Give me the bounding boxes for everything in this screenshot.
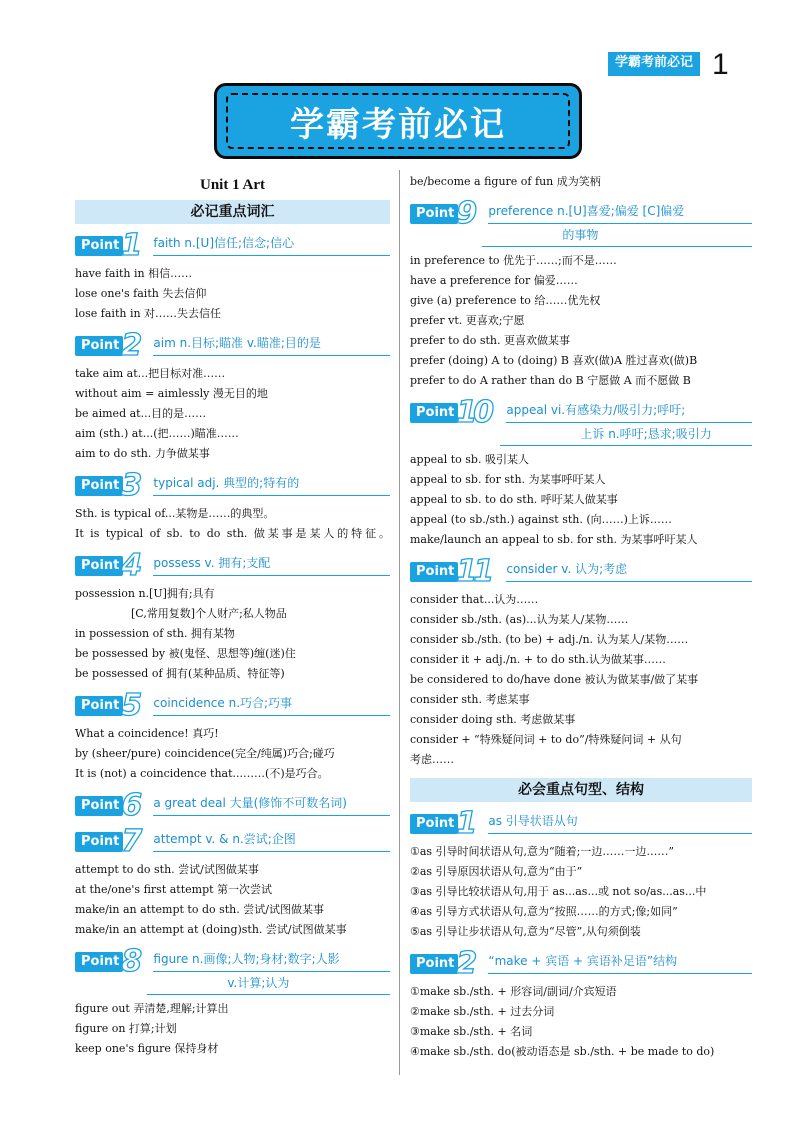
section-heading-sentence: 必会重点句型、结构 bbox=[410, 778, 752, 802]
text-line: have faith in 相信…… bbox=[75, 267, 193, 280]
text-line: ②make sb./sth. + 过去分词 bbox=[410, 1005, 555, 1018]
text-line: have a preference for 偏爱…… bbox=[410, 274, 578, 287]
point-title bbox=[147, 692, 390, 716]
point-label: Point bbox=[75, 832, 123, 852]
text-line: ④as 引导方式状语从句,意为“按照……的方式;像;如同” bbox=[410, 905, 678, 918]
point-number: 11 bbox=[456, 554, 491, 589]
point-label: Point bbox=[75, 476, 123, 496]
point-badge bbox=[410, 554, 500, 589]
text-line: ⑤as 引导让步状语从句,意为“尽管”,从句须倒装 bbox=[410, 925, 641, 938]
point-number: 10 bbox=[456, 395, 491, 430]
point-label: Point bbox=[410, 562, 458, 582]
text-line: ④make sb./sth. do(被动语态是 sb./sth. + be made to do) bbox=[410, 1045, 715, 1058]
point-number: 9 bbox=[456, 196, 478, 231]
column-divider bbox=[399, 170, 400, 1075]
point-number: 2 bbox=[456, 946, 478, 981]
point-title-line: possess v. 拥有;支配 bbox=[153, 552, 390, 576]
point-number: 3 bbox=[121, 468, 143, 503]
point-badge bbox=[75, 328, 147, 363]
text-line: possession n.[U]拥有;具有 bbox=[75, 587, 215, 600]
point-title bbox=[500, 399, 752, 446]
text-line: consider sb./sth. (as)...认为某人/某物…… bbox=[410, 613, 629, 626]
text-line: without aim = aimlessly 漫无目的地 bbox=[75, 387, 268, 400]
point-badge bbox=[410, 395, 500, 430]
point-badge bbox=[75, 944, 147, 979]
text-line: consider doing sth. 考虑做某事 bbox=[410, 713, 576, 726]
point-title bbox=[482, 200, 752, 247]
text-line: ③make sb./sth. + 名词 bbox=[410, 1025, 533, 1038]
point-label: Point bbox=[75, 952, 123, 972]
point-heading bbox=[410, 196, 752, 247]
point-title-line: as 引导状语从句 bbox=[488, 810, 752, 834]
text-line: be/become a figure of fun 成为笑柄 bbox=[410, 175, 601, 188]
text-line: appeal to sb. 吸引某人 bbox=[410, 453, 529, 466]
text-line: prefer to do A rather than do B 宁愿做 A 而不愿做 B bbox=[410, 374, 691, 387]
point-title-line: a great deal 大量(修饰不可数名词) bbox=[153, 792, 390, 816]
text-line: be possessed of 拥有(某种品质、特征等) bbox=[75, 667, 285, 680]
point-title-line: attempt v. & n.尝试;企图 bbox=[153, 828, 390, 852]
point-title-line: faith n.[U]信任;信念;信心 bbox=[153, 232, 390, 256]
title-banner bbox=[214, 83, 582, 159]
point-heading bbox=[75, 548, 390, 583]
point-number: 2 bbox=[121, 328, 143, 363]
point-title-line: figure n.画像;人物;身材;数字;人影 bbox=[153, 948, 390, 972]
right-column bbox=[410, 172, 752, 1062]
text-line: ①make sb./sth. + 形容词/副词/介宾短语 bbox=[410, 985, 617, 998]
point-title-line: appeal vi.有感染力/吸引力;呼吁; bbox=[506, 399, 752, 423]
point-heading bbox=[75, 944, 390, 995]
point-label: Point bbox=[410, 954, 458, 974]
point-heading bbox=[410, 946, 752, 981]
text-line: prefer (doing) A to (doing) B 喜欢(做)A 胜过喜欢(做)B bbox=[410, 354, 698, 367]
point-label: Point bbox=[75, 796, 123, 816]
right-points-2 bbox=[410, 806, 752, 1062]
text-line: make/in an attempt at (doing)sth. 尝试/试图做某事 bbox=[75, 923, 347, 936]
point-title bbox=[147, 828, 390, 852]
point-title bbox=[147, 472, 390, 496]
point-title-line: 上诉 n.呼吁;恳求;吸引力 bbox=[500, 423, 752, 446]
point-label: Point bbox=[410, 403, 458, 423]
text-line: consider that...认为…… bbox=[410, 593, 539, 606]
point-heading bbox=[75, 468, 390, 503]
point-title bbox=[147, 948, 390, 995]
point-heading bbox=[75, 824, 390, 859]
point-badge bbox=[75, 228, 147, 263]
text-line: It is typical of sb. to do sth. 做某事是某人的特征。 bbox=[75, 527, 390, 540]
text-line: prefer to do sth. 更喜欢做某事 bbox=[410, 334, 570, 347]
right-points bbox=[410, 196, 752, 770]
point-badge bbox=[410, 806, 482, 841]
text-line: ③as 引导比较状语从句,用于 as...as...或 not so/as...as...中 bbox=[410, 885, 707, 898]
text-line: aim (sth.) at...(把……)瞄准…… bbox=[75, 427, 239, 440]
point-number: 5 bbox=[121, 688, 143, 723]
point-number: 4 bbox=[121, 548, 143, 583]
text-line: make/launch an appeal to sb. for sth. 为某事呼吁某人 bbox=[410, 533, 698, 546]
text-line: be aimed at...目的是…… bbox=[75, 407, 207, 420]
text-line: in possession of sth. 拥有某物 bbox=[75, 627, 235, 640]
point-badge bbox=[75, 548, 147, 583]
point-title bbox=[147, 332, 390, 356]
text-line: prefer vt. 更喜欢;宁愿 bbox=[410, 314, 525, 327]
point-badge bbox=[75, 788, 147, 823]
text-line: [C,常用复数]个人财产;私人物品 bbox=[131, 607, 287, 620]
header-tag: 学霸考前必记 bbox=[608, 52, 700, 74]
point-title-line: coincidence n.巧合;巧事 bbox=[153, 692, 390, 716]
text-line: consider + “特殊疑问词 + to do”/特殊疑问词 + 从句 bbox=[410, 733, 682, 746]
point-badge bbox=[410, 196, 482, 231]
point-heading bbox=[410, 806, 752, 841]
point-heading bbox=[75, 328, 390, 363]
unit-heading: Unit 1 Art bbox=[200, 177, 265, 193]
point-heading bbox=[75, 228, 390, 263]
text-line: in preference to 优先于……;而不是…… bbox=[410, 254, 617, 267]
point-title bbox=[482, 950, 752, 974]
text-line: give (a) preference to 给……优先权 bbox=[410, 294, 601, 307]
point-label: Point bbox=[75, 556, 123, 576]
point-title bbox=[147, 792, 390, 816]
point-badge bbox=[75, 688, 147, 723]
text-line: appeal to sb. for sth. 为某事呼吁某人 bbox=[410, 473, 606, 486]
text-line: take aim at...把目标对准…… bbox=[75, 367, 226, 380]
text-line: ②as 引导原因状语从句,意为“由于” bbox=[410, 865, 583, 878]
point-badge bbox=[75, 468, 147, 503]
text-line: aim to do sth. 力争做某事 bbox=[75, 447, 210, 460]
point-title-line: aim n.目标;瞄准 v.瞄准;目的是 bbox=[153, 332, 390, 356]
text-line: at the/one's first attempt 第一次尝试 bbox=[75, 883, 273, 896]
point-label: Point bbox=[75, 696, 123, 716]
text-line: consider it + adj./n. + to do sth.认为做某事…… bbox=[410, 653, 666, 666]
text-line: be considered to do/have done 被认为做某事/做了某事 bbox=[410, 673, 699, 686]
point-label: Point bbox=[75, 336, 123, 356]
point-number: 6 bbox=[121, 788, 143, 823]
text-line: 考虑…… bbox=[410, 753, 454, 766]
text-line: ①as 引导时间状语从句,意为“随着;一边……一边……” bbox=[410, 845, 675, 858]
point-title-line: typical adj. 典型的;特有的 bbox=[153, 472, 390, 496]
section-heading-vocab: 必记重点词汇 bbox=[75, 200, 390, 224]
point-heading bbox=[410, 395, 752, 446]
text-line: keep one's figure 保持身材 bbox=[75, 1042, 219, 1055]
banner-title: 学霸考前必记 bbox=[226, 93, 570, 149]
point-badge bbox=[75, 824, 147, 859]
text-line: consider sth. 考虑某事 bbox=[410, 693, 530, 706]
point-title-line: consider v. 认为;考虑 bbox=[506, 558, 752, 582]
point-heading bbox=[410, 554, 752, 589]
point-label: Point bbox=[410, 204, 458, 224]
text-line: consider sb./sth. (to be) + adj./n. 认为某人/某物…… bbox=[410, 633, 689, 646]
header-rule bbox=[608, 74, 700, 76]
text-line: be possessed by 被(鬼怪、思想等)缠(迷)住 bbox=[75, 647, 296, 660]
point-title bbox=[482, 810, 752, 834]
left-column bbox=[75, 172, 390, 1059]
point-number: 1 bbox=[456, 806, 478, 841]
point-heading bbox=[75, 788, 390, 823]
left-points bbox=[75, 228, 390, 1059]
text-line: lose faith in 对……失去信任 bbox=[75, 307, 222, 320]
point-title-line: 的事物 bbox=[482, 224, 752, 247]
point-number: 1 bbox=[121, 228, 143, 263]
text-line: It is (not) a coincidence that...……(不)是巧合。 bbox=[75, 767, 329, 780]
point-title-line: v.计算;认为 bbox=[147, 972, 390, 995]
text-line: by (sheer/pure) coincidence(完全/纯属)巧合;碰巧 bbox=[75, 747, 335, 760]
text-line: appeal (to sb./sth.) against sth. (向……)上诉…… bbox=[410, 513, 672, 526]
point-title bbox=[147, 232, 390, 256]
point-title-line: preference n.[U]喜爱;偏爱 [C]偏爱 bbox=[488, 200, 752, 224]
point-badge bbox=[410, 946, 482, 981]
point-heading bbox=[75, 688, 390, 723]
text-line: figure out 弄清楚,理解;计算出 bbox=[75, 1002, 229, 1015]
point-title bbox=[500, 558, 752, 582]
text-line: figure on 打算;计划 bbox=[75, 1022, 177, 1035]
text-line: appeal to sb. to do sth. 呼吁某人做某事 bbox=[410, 493, 618, 506]
page-number: 1 bbox=[712, 48, 729, 81]
point-number: 7 bbox=[121, 824, 143, 859]
text-line: Sth. is typical of...某物是……的典型。 bbox=[75, 507, 275, 520]
point-label: Point bbox=[75, 236, 123, 256]
point-label: Point bbox=[410, 814, 458, 834]
text-line: attempt to do sth. 尝试/试图做某事 bbox=[75, 863, 259, 876]
point-number: 8 bbox=[121, 944, 143, 979]
text-line: What a coincidence! 真巧! bbox=[75, 727, 219, 740]
text-line: make/in an attempt to do sth. 尝试/试图做某事 bbox=[75, 903, 324, 916]
point-title bbox=[147, 552, 390, 576]
text-line: lose one's faith 失去信仰 bbox=[75, 287, 207, 300]
point-title-line: “make + 宾语 + 宾语补足语”结构 bbox=[488, 950, 752, 974]
